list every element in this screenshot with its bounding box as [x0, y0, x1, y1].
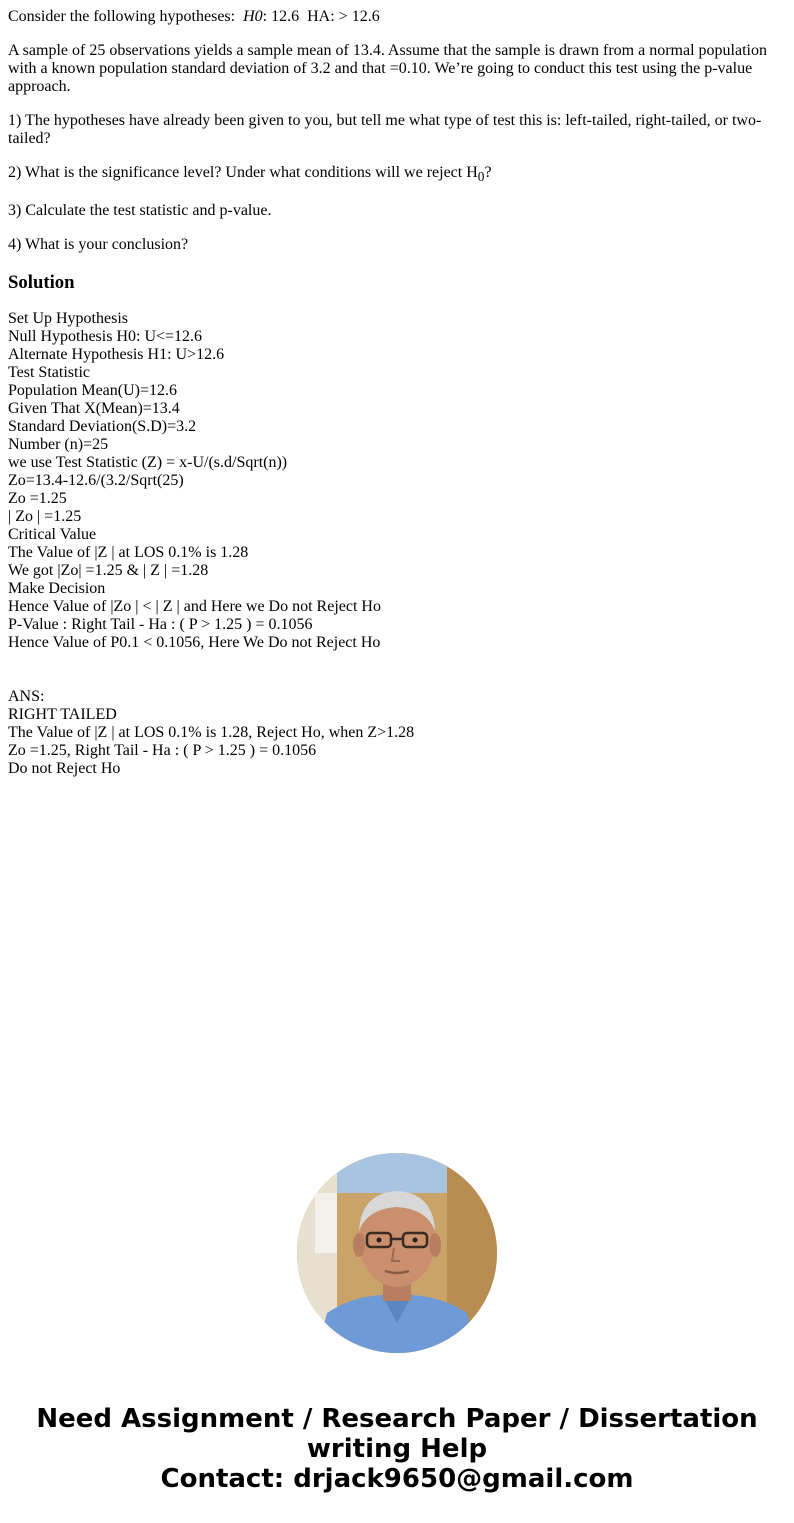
question-3: 3) Calculate the test statistic and p-value.	[8, 202, 272, 220]
solution-line: P-Value : Right Tail - Ha : ( P > 1.25 ) = 0.1056	[8, 616, 313, 634]
answer-line: The Value of |Z | at LOS 0.1% is 1.28, Reject Ho, when Z>1.28	[8, 724, 415, 742]
solution-line: Standard Deviation(S.D)=3.2	[8, 418, 197, 436]
author-portrait-icon	[297, 1153, 497, 1353]
solution-line: Given That X(Mean)=13.4	[8, 400, 180, 418]
question-2	[8, 164, 786, 186]
solution-line: Hence Value of |Zo | < | Z | and Here we Do not Reject Ho	[8, 598, 381, 616]
ha-text: HA: > 12.6	[307, 8, 380, 25]
solution-line: | Zo | =1.25	[8, 508, 82, 526]
solution-line: we use Test Statistic (Z) = x-U/(s.d/Sqrt(n))	[8, 454, 288, 472]
solution-line: Number (n)=25	[8, 436, 109, 454]
sample-description: A sample of 25 observations yields a sample mean of 13.4. Assume that the sample is drawn from a normal population with a known population standard deviation of 3.2 and that =0.10. We’re going to conduct this test using the p-value approach.	[8, 42, 767, 95]
solution-heading: Solution	[8, 272, 75, 294]
solution-body	[8, 310, 786, 778]
h0-value: : 12.6	[262, 8, 300, 25]
solution-line: Alternate Hypothesis H1: U>12.6	[8, 346, 225, 364]
h0-symbol: H0	[243, 8, 263, 25]
answer-line: RIGHT TAILED	[8, 706, 117, 724]
solution-line: Null Hypothesis H0: U<=12.6	[8, 328, 203, 346]
question-2-suffix: ?	[484, 164, 492, 181]
answer-line: Do not Reject Ho	[8, 760, 121, 778]
solution-line: Critical Value	[8, 526, 97, 544]
blank-gap	[8, 652, 786, 688]
question-1: 1) The hypotheses have already been given to you, but tell me what type of test this is: left-tailed, right-tailed, or two-tailed?	[8, 112, 762, 147]
footer-contact: Contact: drjack9650@gmail.com	[160, 1464, 634, 1494]
question-2-prefix: 2) What is the significance level? Under what conditions will we reject H	[8, 164, 478, 181]
solution-line: Test Statistic	[8, 364, 90, 382]
question-4: 4) What is your conclusion?	[8, 236, 189, 254]
question-2-subscript: 0	[477, 169, 485, 185]
answer-line: Zo =1.25, Right Tail - Ha : ( P > 1.25 ) = 0.1056	[8, 742, 317, 760]
author-avatar	[297, 1153, 497, 1353]
solution-line: Make Decision	[8, 580, 106, 598]
solution-line: Hence Value of P0.1 < 0.1056, Here We Do not Reject Ho	[8, 634, 381, 652]
footer-line-1: Need Assignment / Research Paper / Dissertation	[36, 1404, 758, 1434]
solution-line: We got |Zo| =1.25 & | Z | =1.28	[8, 562, 209, 580]
solution-line: Zo =1.25	[8, 490, 67, 508]
intro-prefix: Consider the following hypotheses:	[8, 8, 236, 25]
solution-line: Population Mean(U)=12.6	[8, 382, 177, 400]
solution-line: The Value of |Z | at LOS 0.1% is 1.28	[8, 544, 249, 562]
document-content	[8, 0, 786, 778]
answer-line: ANS:	[8, 688, 45, 706]
hypotheses-intro	[8, 8, 786, 26]
solution-line: Set Up Hypothesis	[8, 310, 128, 328]
footer-banner	[0, 1404, 794, 1494]
solution-line: Zo=13.4-12.6/(3.2/Sqrt(25)	[8, 472, 184, 490]
footer-line-2: writing Help	[306, 1434, 488, 1464]
